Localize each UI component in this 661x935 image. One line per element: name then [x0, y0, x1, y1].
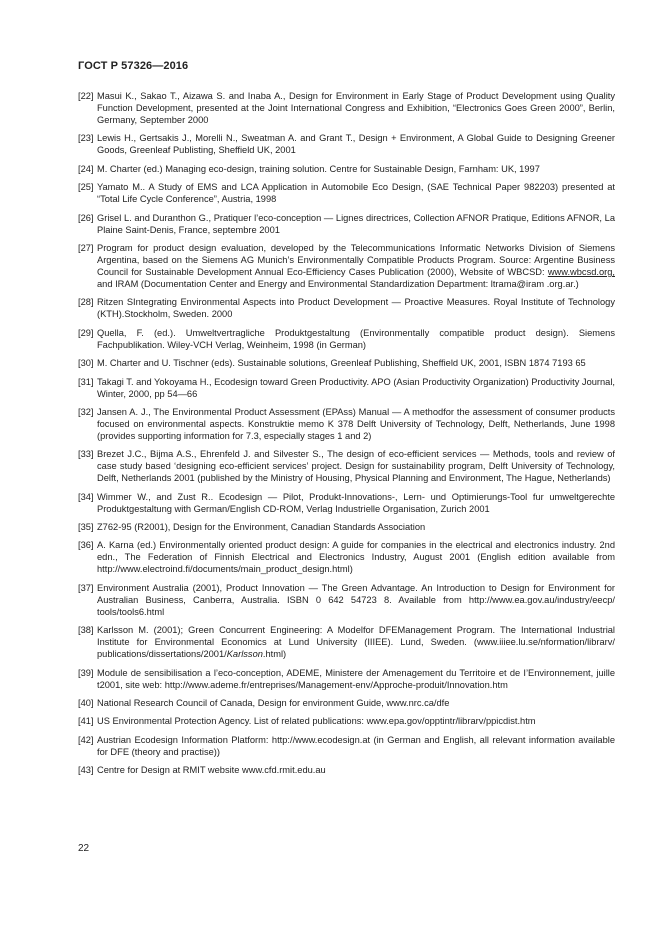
reference-text-part: .html) — [262, 649, 287, 660]
reference-text: Lewis H., Gertsakis J., Morelli N., Sweatman A. and Grant T., Design + Environment, A Global Guide to Designing Greener Goods, Greenleaf Publisting, Sheffield UK, 2001 — [97, 133, 615, 156]
reference-40 — [78, 697, 615, 709]
reference-28 — [78, 296, 615, 320]
reference-43 — [78, 764, 615, 776]
reference-number: [30] — [78, 358, 94, 369]
reference-text-part: Program for product design evaluation, developed by the Telecommunications Informatic Networks Division of Siemens Argentina, based on the Siemens AG Munich’s Environmentally Compatible Products Program. Source: Argentine Business Council for Sustainable Development Annual Eco-Efficiency Cases Publication (2000), Website of WBCSD: — [97, 242, 615, 277]
reference-23 — [78, 132, 615, 156]
reference-text: National Research Council of Canada, Design for environment Guide, www.nrc.ca/dfe — [97, 698, 450, 709]
reference-34 — [78, 491, 615, 515]
reference-33 — [78, 448, 615, 484]
reference-39 — [78, 667, 615, 691]
reference-30 — [78, 357, 615, 369]
reference-24 — [78, 163, 615, 175]
reference-number: [31] — [78, 376, 94, 387]
reference-number: [39] — [78, 667, 94, 678]
reference-number: [42] — [78, 734, 94, 745]
reference-text: US Environmental Protection Agency. List of related publications: www.epa.gov/opptintr/librarv/ppicdist.htm — [97, 716, 536, 727]
reference-38 — [78, 624, 615, 660]
reference-text-part: and IRAM (Documentation Center and Energy and Environmental Standardization Department: ltrama@iram .org.ar.) — [97, 278, 579, 289]
reference-text: Grisel L. and Duranthon G., Pratiquer l’eco-conception — Lignes directrices, Collection AFNOR Pratique, Editions AFNOR, La Plaine Saint-Denis, France, septembre 2001 — [97, 212, 615, 235]
reference-text: Jansen A. J., The Environmental Product Assessment (EPAss) Manual — A methodfor the assessment of consumer products focused on environmental aspects. Konstruktie memo K 378 Delft University of Technology, Delft, Netherlands, June 1998 (provides supporting information for 7.3, especially stages 1 and 2) — [97, 406, 615, 441]
reference-41 — [78, 715, 615, 727]
reference-number: [38] — [78, 625, 94, 636]
reference-text: Brezet J.C., Bijma A.S., Ehrenfeld J. and Silvester S., The design of eco-efficient services — Methods, tools and review of case study based ‘designing eco-efficient services’ project. Design for sustainability program, Delft University of Technology, Delft, Netherlands 2001 (published by the Ministry of Housing, Physical Planning and Environment, The Hague, Netherlands) — [97, 449, 615, 484]
page-number: 22 — [78, 843, 90, 854]
reference-text: Quella, F. (ed.). Umweltvertragliche Produktgestaltung (Environmentally compatible product design). Siemens Fachpublikation. Wiley-VCH Verlag, Weinheim, 1998 (in German) — [97, 327, 615, 350]
reference-text: Masui K., Sakao T., Aizawa S. and Inaba A., Design for Environment in Early Stage of Product Development using Quality Function Development, presented at the Joint International Congress and Exhibition, “Electronics Goes Green 2000”, Berlin, Germany, September 2000 — [97, 91, 615, 125]
reference-number: [25] — [78, 182, 94, 193]
reference-35 — [78, 521, 615, 533]
reference-36 — [78, 539, 615, 575]
reference-25 — [78, 181, 615, 205]
reference-text — [97, 242, 615, 290]
reference-text: Yamato M.. A Study of EMS and LCA Application in Automobile Eco Design, (SAE Technical Paper 982203) presented at “Total Life Cycle Conference”, Austria, 1998 — [97, 182, 615, 205]
reference-42 — [78, 734, 615, 758]
reference-text — [97, 624, 615, 660]
reference-number: [41] — [78, 716, 94, 727]
reference-32 — [78, 406, 615, 442]
reference-text: A. Karna (ed.) Environmentally oriented product design: A guide for companies in the electrical and electronics industry. 2nd edn., The Federation of Finnish Electrical and Electronics Industry, August 2001 (English edition available from http://www.electroind.fi/documents/main_product_design.html) — [97, 540, 615, 575]
reference-number: [24] — [78, 163, 94, 174]
reference-29 — [78, 327, 615, 351]
reference-number: [43] — [78, 765, 94, 776]
reference-text: M. Charter and U. Tischner (eds). Sustainable solutions, Greenleaf Publishing, Sheffield UK, 2001, ISBN 1874 7193 65 — [97, 358, 586, 369]
reference-number: [27] — [78, 242, 94, 253]
reference-number: [22] — [78, 91, 94, 101]
reference-text: Module de sensibilisation a l’eco-conception, ADEME, Ministere der Amenagement du Territoire et de I’Environnement, juille t2001, site web: http://www.ademe.fr/entreprises/Management-env/Approche-produit/Innovation.htm — [97, 667, 615, 690]
reference-26 — [78, 212, 615, 236]
reference-text: Centre for Design at RMIT website www.cfd.rmit.edu.au — [97, 765, 326, 776]
reference-text: Wimmer W., and Zust R.. Ecodesign — Pilot, Produkt-Innovations-, Lern- und Optimierungs-Tool fur umweltgerechte Produktgestaltung with German/English CD-ROM, Verlag Industrielle Organisation, Zurich 2001 — [97, 491, 615, 514]
reference-number: [23] — [78, 133, 94, 144]
reference-number: [35] — [78, 522, 94, 533]
reference-number: [32] — [78, 406, 94, 417]
reference-number: [28] — [78, 297, 94, 308]
reference-number: [33] — [78, 449, 94, 460]
standard-header: ГОСТ Р 57326—2016 — [78, 60, 189, 72]
reference-italic-part: Karlsson — [226, 649, 263, 660]
wbcsd-link[interactable]: www.wbcsd.org, — [547, 266, 615, 277]
reference-text: Environment Australia (2001), Product Innovation — The Green Advantage. An Introduction to Design for Environment for Australian Business, Canberra, Australia. ISBN 0 642 54723 8. Available from http://www.ea.gov.au/industry/eecp/ tools/tools6.html — [97, 582, 615, 617]
reference-37 — [78, 582, 615, 618]
reference-number: [26] — [78, 212, 94, 223]
reference-31 — [78, 376, 615, 400]
reference-number: [34] — [78, 491, 94, 502]
reference-text: Z762-95 (R2001), Design for the Environment, Canadian Standards Association — [97, 522, 426, 533]
reference-27 — [78, 242, 615, 290]
reference-number: [29] — [78, 327, 94, 338]
reference-number: [36] — [78, 540, 94, 551]
reference-number: [40] — [78, 698, 94, 709]
reference-text: Ritzen SIntegrating Environmental Aspects into Product Development — Proactive Measures. Royal Institute of Technology (KTH).Stockholm, Sweden. 2000 — [97, 297, 615, 320]
reference-number: [37] — [78, 582, 94, 593]
reference-text: Austrian Ecodesign Information Platform: http://www.ecodesign.at (in German and English, all relevant information available for DFE (theory and practise)) — [97, 734, 615, 757]
reference-text: Takagi T. and Yokoyama H., Ecodesign toward Green Productivity. APO (Asian Productivity Organization) Productivity Journal, Winter, 2000, pp 54—66 — [97, 376, 615, 399]
reference-text-part: Karlsson M. (2001); Green Concurrent Engineering: A Modelfor DFEManagement Program. The International Industrial Institute for Environmental Economics at Lund University (IIIEE). Lund, Sweden. (www.iiiee.lu.se/nformation/librarv/ publications/dissertations/2001/ — [97, 625, 615, 660]
references-list — [78, 90, 615, 783]
reference-text: M. Charter (ed.) Managing eco-design, training solution. Centre for Sustainable Design, Farnham: UK, 1997 — [97, 163, 540, 174]
reference-22 — [78, 90, 615, 126]
